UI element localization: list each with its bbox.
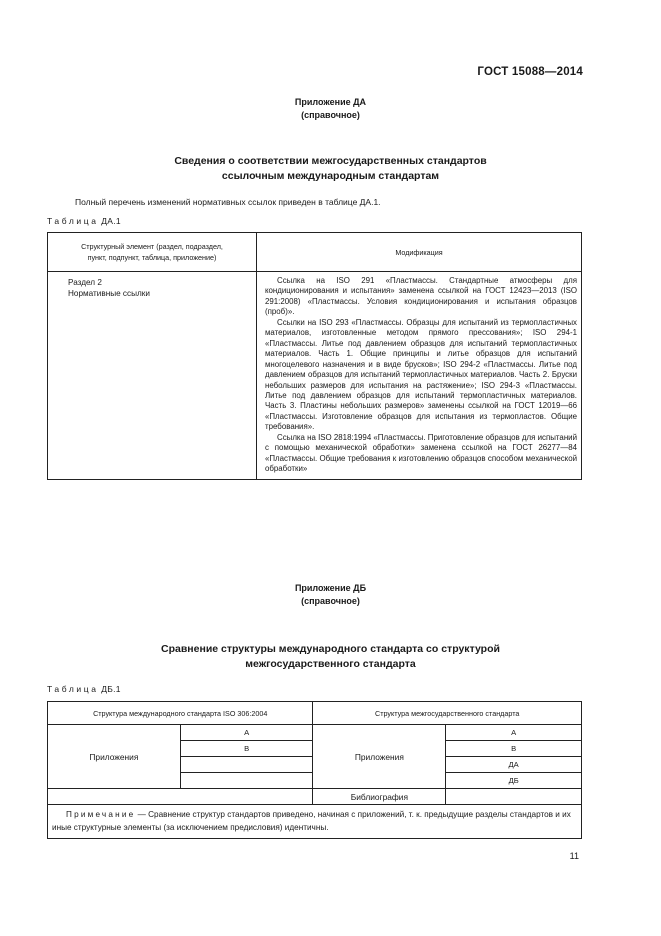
appendix-a-title: Приложение ДА [294, 97, 367, 107]
right-item: A [446, 725, 582, 741]
right-item: ДБ [446, 773, 582, 789]
left-group-label: Приложения [48, 725, 181, 789]
appendix-b-heading-line1: Сравнение структуры международного стандарта со структурой [161, 643, 500, 655]
appendix-b-heading-line2: межгосударственного стандарта [245, 658, 416, 670]
left-item [180, 757, 313, 773]
appendix-a-intro: Полный перечень изменений нормативных ссылок приведен в таблице ДА.1. [75, 197, 381, 207]
table-db1-header-interstate: Структура межгосударственного стандарта [313, 702, 582, 725]
right-group-label: Приложения [313, 725, 446, 789]
table-caption-number: ДБ.1 [101, 684, 121, 694]
note-prefix: Примечание [66, 810, 136, 819]
table-da1-header-modification: Модификация [257, 233, 582, 272]
right-item: B [446, 741, 582, 757]
table-caption-word: Таблица [47, 216, 99, 226]
page-number: 11 [569, 851, 579, 861]
modification-paragraph-2: Ссылки на ISO 293 «Пластмассы. Образцы для испытаний из термопластичных материалов, изготовленные методом прямого прессования»; ISO 294-1 «Пластмассы. Литье под давлением образцов для испытаний термопластичных материалов. Часть 1. Общие принципы и литье образцов для испытаний многоцелевого назначения и в виде брусков»; ISO 294-2 «Пластмассы. Литье под давлением образцов для испытаний термопластичных материалов. Часть 2. Бруски небольших размеров для испытания на растяжение»; ISO 294-3 «Пластмассы. Литье под давлением образцов для испытаний термопластичных материалов. Часть 3. Пластины небольших размеров» заменены ссылкой на ГОСТ 12019—66 «Пластмассы. Изготовление образцов для испытания из термопластов. Общие требования». [265, 317, 577, 432]
note-text: — Сравнение структур стандартов приведено, начиная с приложений, т. к. предыдущие разделы стандартов и их иные структурные элементы (за исключением предисловия) идентичны. [52, 810, 571, 832]
header-line: Структурный элемент (раздел, подраздел, [81, 242, 223, 251]
empty-cell [446, 789, 582, 805]
table-da1-header-structure [48, 233, 257, 272]
table-da1-row-modification [257, 272, 582, 480]
table-da1-caption [47, 216, 121, 226]
table-db1-note [48, 805, 582, 839]
left-item: A [180, 725, 313, 741]
appendix-a-heading-line2: ссылочным международным стандартам [221, 170, 440, 182]
left-item [180, 773, 313, 789]
table-da1 [47, 232, 582, 480]
empty-cell [48, 789, 313, 805]
header-line: пункт, подпункт, таблица, приложение) [87, 253, 217, 262]
table-db1-caption [47, 684, 121, 694]
right-item: ДА [446, 757, 582, 773]
appendix-b-subtitle: (справочное) [301, 596, 360, 606]
table-da1-row-structure [48, 272, 257, 480]
appendix-b-title: Приложение ДБ [294, 583, 367, 593]
table-db1 [47, 701, 582, 839]
section-name: Нормативные ссылки [68, 289, 150, 298]
standard-number: ГОСТ 15088—2014 [477, 66, 583, 78]
appendix-a-heading-line1: Сведения о соответствии межгосударственных стандартов [174, 155, 487, 167]
appendix-a-heading [0, 154, 661, 184]
bibliography-cell: Библиография [313, 789, 446, 805]
modification-paragraph-3: Ссылка на ISO 2818:1994 «Пластмассы. Приготовление образцов для испытаний с помощью механической обработки» заменена ссылкой на ГОСТ 26277—84 «Пластмассы. Общие требования к изготовлению образцов способом механической обработки» [265, 432, 577, 474]
table-db1-header-international: Структура международного стандарта ISO 306:2004 [48, 702, 313, 725]
appendix-a-subtitle: (справочное) [301, 110, 360, 120]
left-item: B [180, 741, 313, 757]
table-caption-number: ДА.1 [101, 216, 121, 226]
modification-paragraph-1: Ссылка на ISO 291 «Пластмассы. Стандартные атмосферы для кондиционирования и испытания» заменена ссылкой на ГОСТ 12423—2013 (ISO 291:2008) «Пластмассы. Условия кондиционирования и испытания образцов (проб)». [265, 276, 577, 317]
table-caption-word: Таблица [47, 684, 99, 694]
appendix-b-heading [0, 642, 661, 672]
section-label: Раздел 2 [68, 278, 102, 287]
